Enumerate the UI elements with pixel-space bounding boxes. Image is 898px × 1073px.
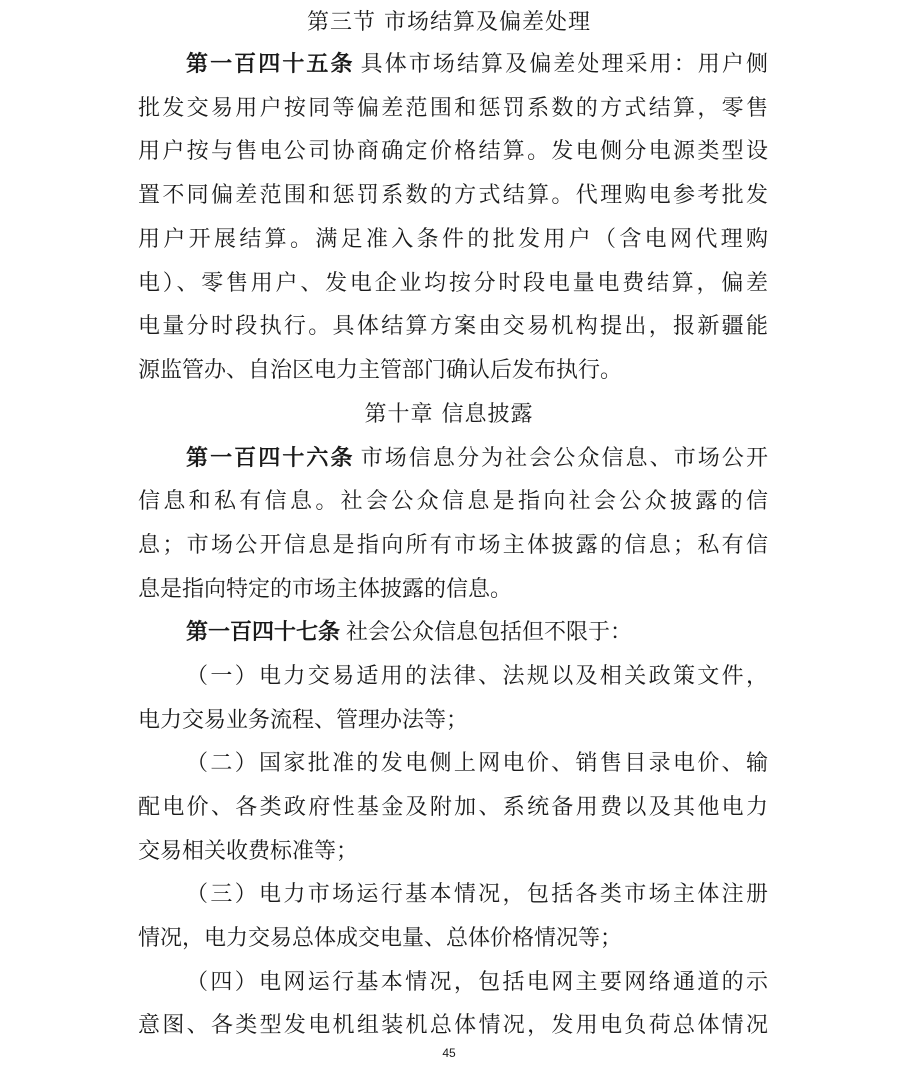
article-145-line-7: 电量分时段执行。具体结算方案由交易机构提出，报新疆能 — [138, 314, 768, 339]
chapter-title: 第十章 信息披露 — [364, 402, 534, 427]
article-145-line-5: 用户开展结算。满足准入条件的批发用户（含电网代理购 — [138, 227, 768, 252]
article-147-item-4-line-1: （四）电网运行基本情况，包括电网主要网络通道的示 — [186, 970, 768, 995]
page-number: 45 — [442, 1046, 456, 1060]
article-146-line-1 — [186, 444, 768, 474]
article-147-item-2-line-1: （二）国家批准的发电侧上网电价、销售目录电价、输 — [186, 751, 768, 776]
article-145-line-2: 批发交易用户按同等偏差范围和惩罚系数的方式结算，零售 — [138, 96, 768, 121]
article-146-text-1: 市场信息分为社会公众信息、市场公开 — [360, 446, 768, 471]
article-147-item-3-line-1: （三）电力市场运行基本情况，包括各类市场主体注册 — [186, 882, 768, 907]
article-145-line-1 — [186, 50, 768, 80]
article-147-label: 第一百四十七条 — [186, 620, 341, 645]
article-145-label: 第一百四十五条 — [186, 52, 355, 77]
article-147-item-2-line-2: 配电价、各类政府性基金及附加、系统备用费以及其他电力 — [138, 795, 768, 820]
article-146-line-4: 息是指向特定的市场主体披露的信息。 — [138, 577, 513, 602]
article-147-item-3-line-2: 情况，电力交易总体成交电量、总体价格情况等； — [138, 926, 623, 951]
article-147-line-1 — [186, 618, 768, 648]
article-145-text-1: 具体市场结算及偏差处理采用：用户侧 — [360, 52, 768, 77]
article-145-line-6: 电）、零售用户、发电企业均按分时段电量电费结算，偏差 — [138, 271, 768, 296]
article-145-line-8: 源监管办、自治区电力主管部门确认后发布执行。 — [138, 358, 623, 383]
article-147-item-1-line-2: 电力交易业务流程、管理办法等； — [138, 708, 469, 733]
article-147-text-1: 社会公众信息包括但不限于： — [346, 620, 633, 645]
section-title: 第三节 市场结算及偏差处理 — [307, 10, 591, 35]
article-147-item-2-line-3: 交易相关收费标准等； — [138, 839, 359, 864]
article-147-item-4-line-2: 意图、各类型发电机组装机总体情况，发用电负荷总体情况 — [138, 1013, 768, 1038]
article-145-line-3: 用户按与售电公司协商确定价格结算。发电侧分电源类型设 — [138, 139, 768, 164]
article-146-line-3: 息；市场公开信息是指向所有市场主体披露的信息；私有信 — [138, 533, 768, 558]
article-146-line-2: 信息和私有信息。社会公众信息是指向社会公众披露的信 — [138, 489, 768, 514]
article-145-line-4: 置不同偏差范围和惩罚系数的方式结算。代理购电参考批发 — [138, 183, 768, 208]
article-146-label: 第一百四十六条 — [186, 446, 355, 471]
article-147-item-1-line-1: （一）电力交易适用的法律、法规以及相关政策文件， — [186, 664, 768, 689]
